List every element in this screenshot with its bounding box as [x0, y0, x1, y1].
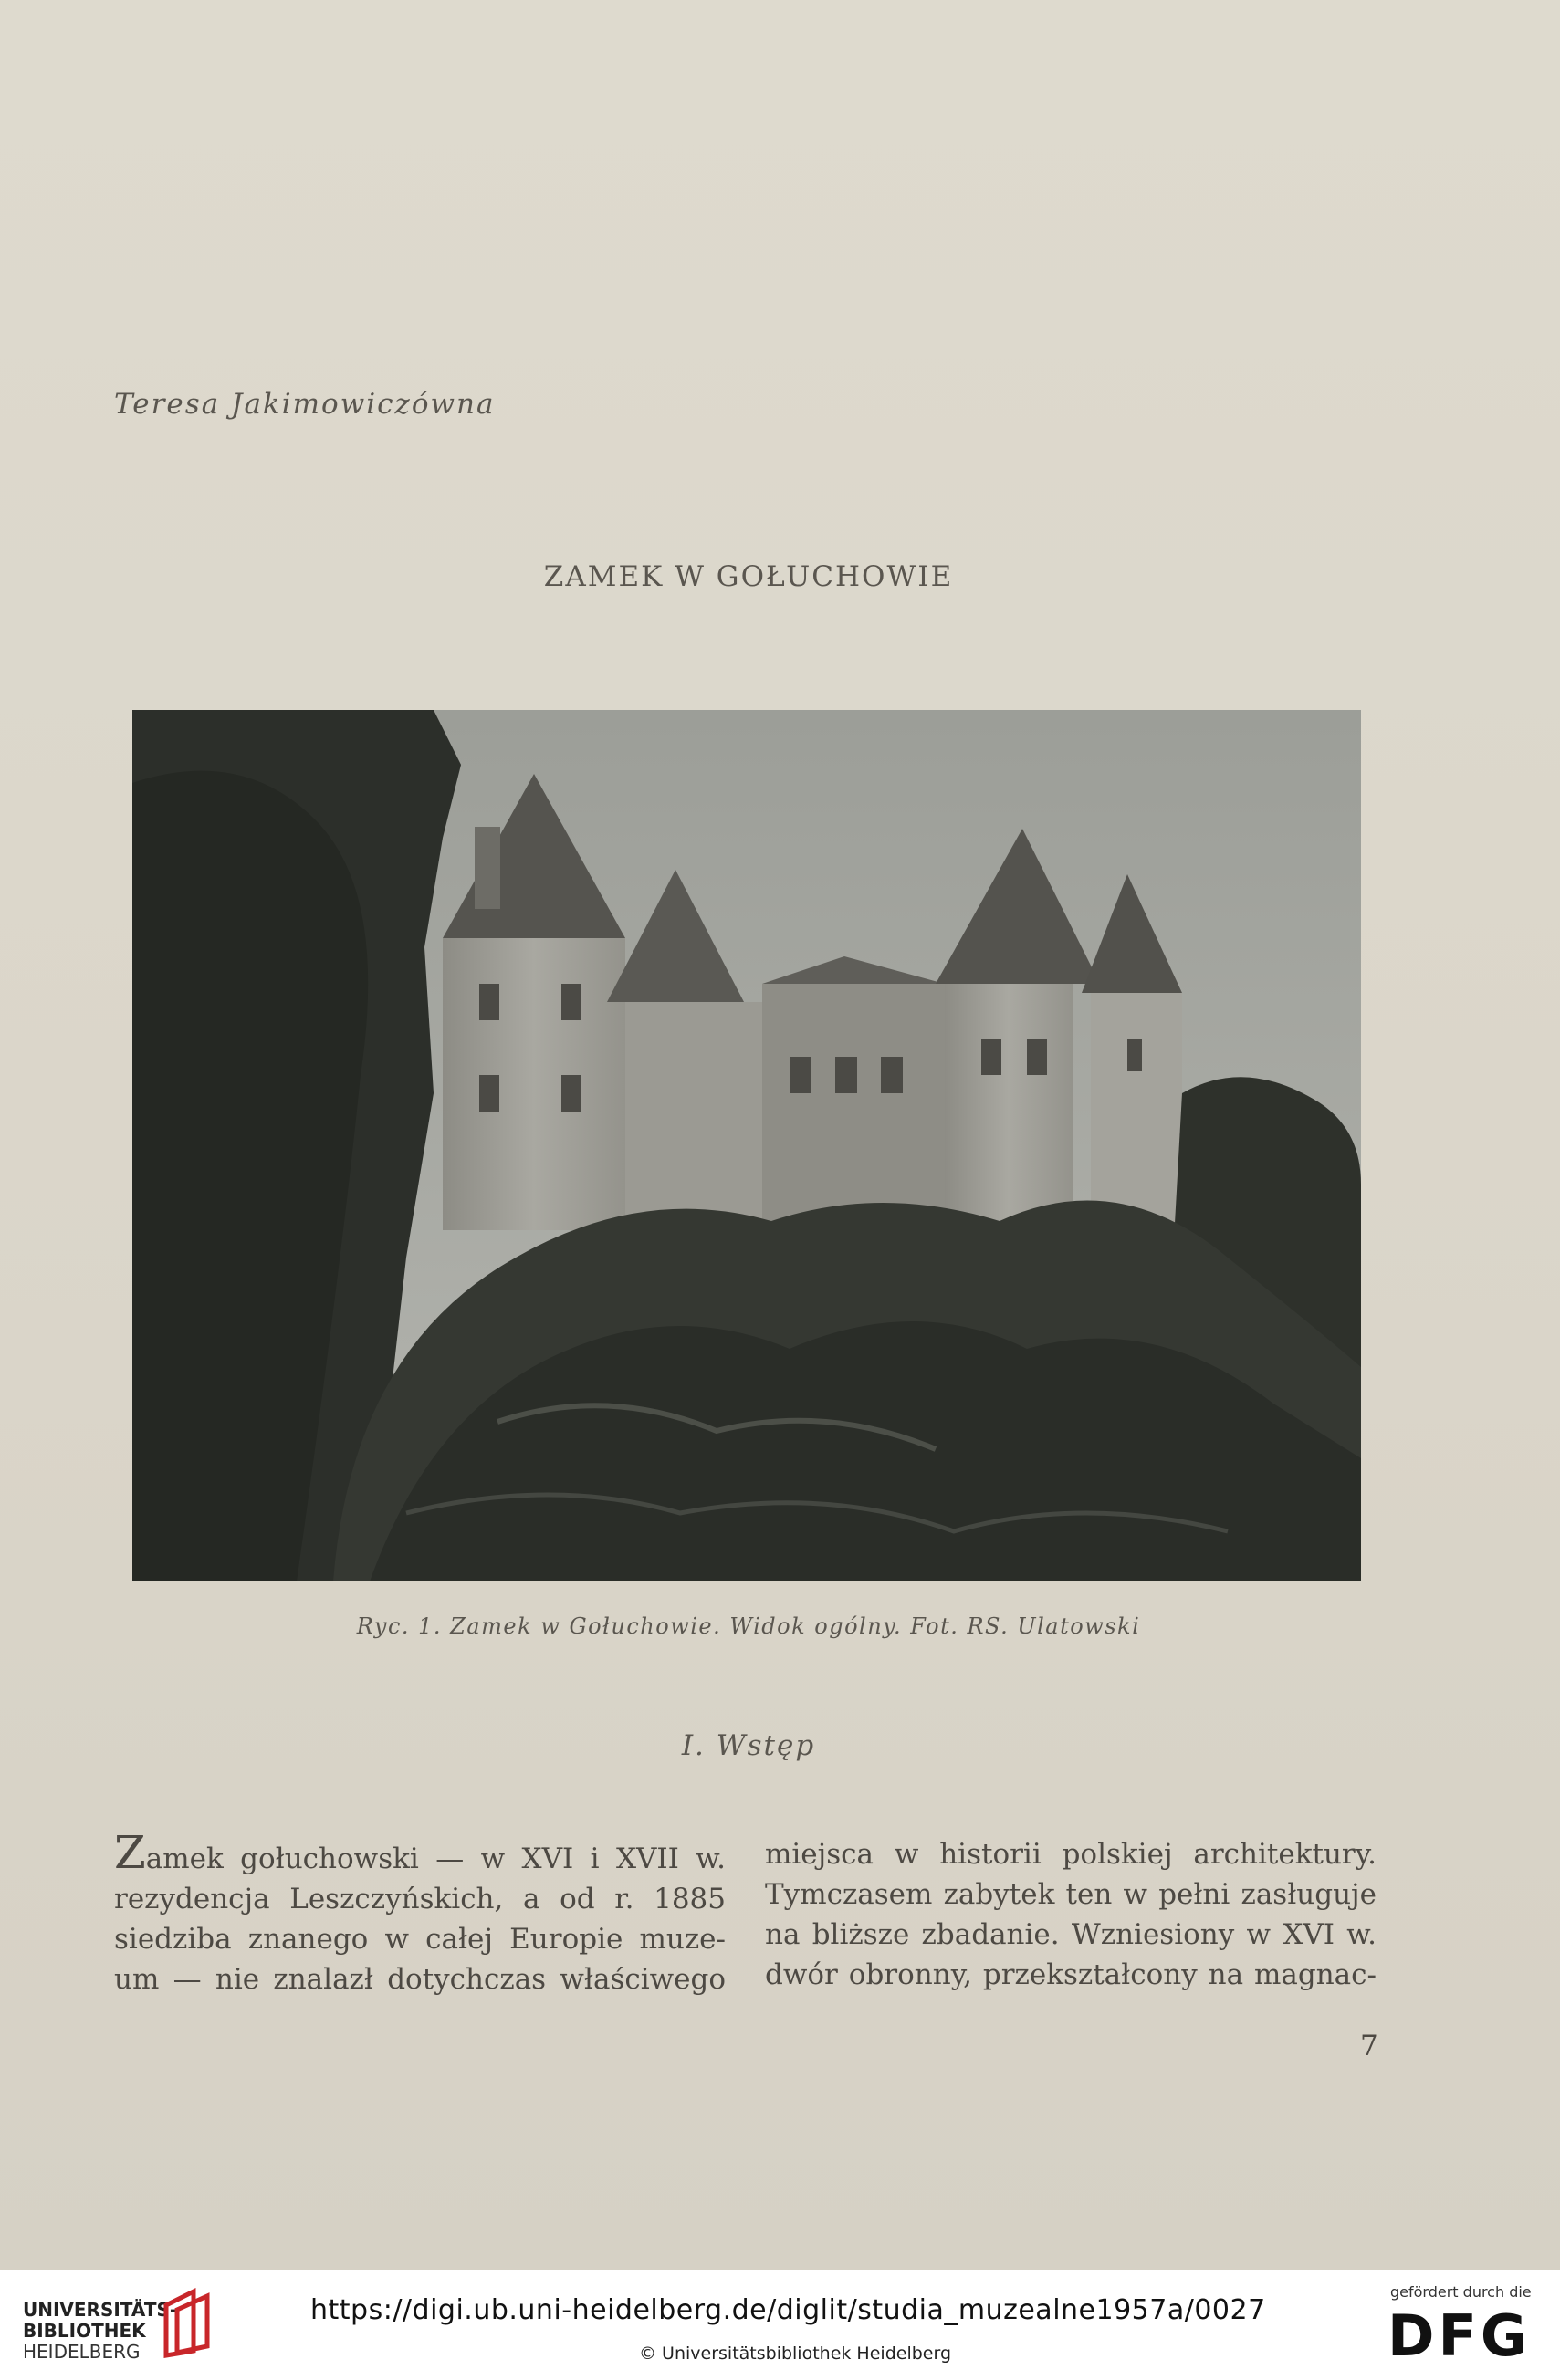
- author-name: Teresa Jakimowiczówna: [114, 388, 496, 421]
- text-line: na bliższe zbadanie. Wzniesiony w XVI w.: [765, 1918, 1377, 1951]
- paragraph-first-line: [114, 1826, 726, 1879]
- figure-caption: Ryc. 1. Zamek w Gołuchowie. Widok ogólny. Fot. RS. Ulatowski: [356, 1613, 1141, 1639]
- text-line: rezydencja Leszczyńskich, a od r. 1885: [114, 1883, 726, 1915]
- library-name[interactable]: [23, 2300, 177, 2363]
- library-name-line: UNIVERSITÄTS-: [23, 2299, 178, 2321]
- funded-by-label: gefördert durch die: [1390, 2283, 1532, 2301]
- right-text-column: [765, 1834, 1377, 1995]
- footer-bar: [0, 2270, 1560, 2380]
- left-text-column: [114, 1826, 726, 1999]
- copyright-notice: © Universitätsbibliothek Heidelberg: [639, 2343, 952, 2364]
- document-url-link[interactable]: https://digi.ub.uni-heidelberg.de/diglit/studia_muzealne1957a/0027: [310, 2294, 1266, 2326]
- article-title: ZAMEK W GOŁUCHOWIE: [543, 560, 954, 593]
- castle-photograph: [132, 710, 1361, 1581]
- text-line: um — nie znalazł dotychczas właściwego: [114, 1963, 726, 1996]
- library-name-line: HEIDELBERG: [23, 2341, 141, 2363]
- section-heading: I. Wstęp: [681, 1729, 816, 1762]
- library-name-line: BIBLIOTHEK: [23, 2320, 146, 2342]
- text-line: siedziba znanego w całej Europie muze-: [114, 1923, 726, 1956]
- text-line: miejsca w historii polskiej architektury.: [765, 1838, 1377, 1871]
- castle-illustration: [132, 710, 1361, 1581]
- text-line: dwór obronny, przekształcony na magnac-: [765, 1958, 1377, 1991]
- dfg-logo[interactable]: DFG: [1387, 2302, 1531, 2369]
- library-logo-icon: [157, 2287, 221, 2360]
- text-line: Tymczasem zabytek ten w pełni zasługuje: [765, 1878, 1377, 1911]
- drop-cap: Z: [114, 1826, 146, 1879]
- first-line-text: amek gołuchowski — w XVI i XVII w.: [145, 1842, 726, 1875]
- page-number: 7: [1360, 2030, 1378, 2062]
